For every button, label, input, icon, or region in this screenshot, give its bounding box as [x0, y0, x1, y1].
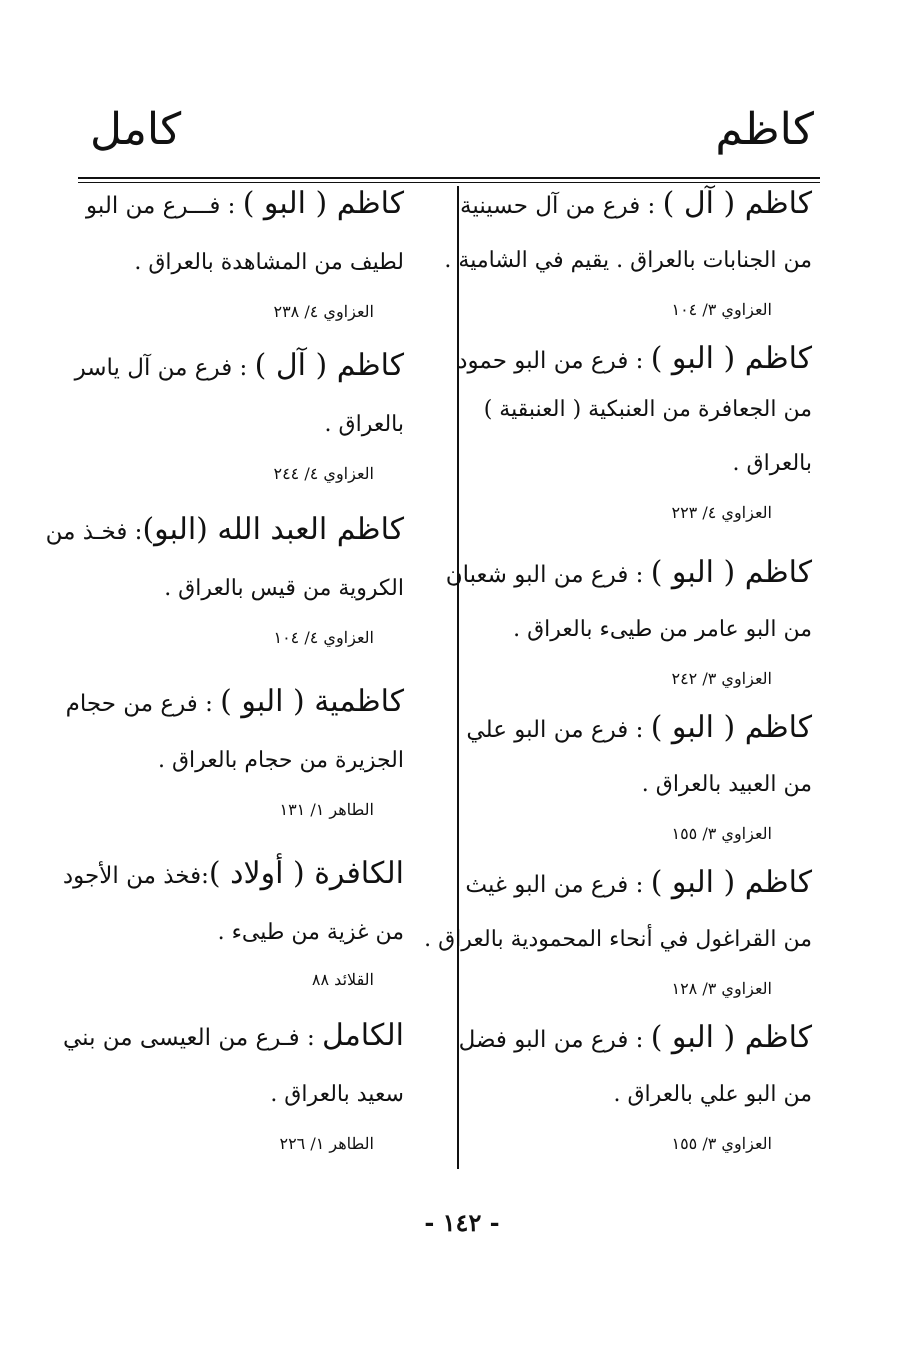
header-left-word: كامل: [90, 104, 182, 155]
entry-text: :فخذ من الأجود: [62, 863, 209, 889]
entry-source: العزاوي ٤/ ٢٤٤: [273, 464, 374, 483]
entry-text-line: بالعراق .: [732, 451, 812, 476]
entry: [72, 186, 404, 348]
entry: [65, 684, 404, 856]
entry-headword: كاظم ( البو ): [650, 1020, 812, 1055]
entry-headword: الكافرة ( أولاد ): [208, 856, 404, 891]
entry-text: : فرع من البو شعبان: [445, 562, 651, 588]
entry-text-line: من القراغول في أنحاء المحمودية بالعراق .: [424, 927, 812, 952]
entry: [424, 865, 812, 1020]
entry: [444, 186, 812, 341]
entry-text-line: سعيد بالعراق .: [270, 1082, 404, 1107]
entry-source: العزاوي ٣/ ١٢٨: [671, 979, 772, 998]
entry-text: : فـرع من العيسى من بني: [62, 1025, 323, 1051]
entry-source: العزاوي ٤/ ٢٢٣: [671, 503, 772, 522]
entry-text-line: من البو علي بالعراق .: [613, 1082, 812, 1107]
entry: [457, 341, 812, 555]
left-column: [45, 186, 404, 1168]
entry-source: العزاوي ٤/ ١٠٤: [273, 628, 374, 647]
entry-source: الطاهر ١/ ١٣١: [279, 800, 374, 819]
entry-headword: كاظم ( آل ): [254, 348, 404, 383]
entry-text: : فرع من حجام: [65, 691, 221, 717]
page-number: - ١٤٢ -: [424, 1208, 500, 1237]
entry-text-line: لطيف من المشاهدة بالعراق .: [134, 250, 404, 275]
entry-text: : فرع من آل ياسر: [74, 355, 255, 381]
entry-text: : فرع من البو غيث: [465, 872, 651, 898]
entry-headword: كاظم ( البو ): [650, 865, 812, 900]
entry-source: العزاوي ٣/ ١٥٥: [671, 1134, 772, 1153]
entry-text-line: من غزية من طيىء .: [217, 920, 404, 945]
entry-headword: كاظم ( البو ): [650, 555, 812, 590]
entry-text: : فخـذ من: [45, 519, 143, 545]
entry: [458, 1020, 812, 1160]
entry-headword: كاظمية ( البو ): [220, 684, 404, 719]
entry-source: العزاوي ٣/ ٢٤٢: [671, 669, 772, 688]
entry-source: القلائد ٨٨: [311, 970, 374, 989]
entry-source: العزاوي ٣/ ١٥٥: [671, 824, 772, 843]
entry-text: : فرع من آل حسينية: [460, 193, 663, 219]
entry-headword: كاظم ( البو ): [242, 186, 404, 221]
entry-headword: كاظم ( البو ): [650, 341, 812, 376]
entry-text-line: من الجعافرة من العنبكية ( العنبقية ): [483, 397, 812, 422]
entry: [464, 710, 812, 865]
header-rule-thin: [78, 182, 820, 183]
entry-text: : فرع من البو فضل: [458, 1027, 651, 1053]
entry: [62, 856, 404, 1018]
header-right-word: كاظم: [715, 104, 814, 155]
entry-headword: كاظم العبد الله (البو): [142, 512, 404, 547]
entry-text-line: من البو عامر من طيىء بالعراق .: [513, 617, 812, 642]
entry-text: : فـــرع من البو: [86, 193, 243, 219]
entry-text: : فرع من البو علي: [466, 717, 651, 743]
entry-source: العزاوي ٣/ ١٠٤: [671, 300, 772, 319]
entry-headword: كاظم ( آل ): [662, 186, 812, 221]
entry-source: العزاوي ٤/ ٢٣٨: [273, 302, 374, 321]
entry-text-line: الجزيرة من حجام بالعراق .: [157, 748, 404, 773]
entry-text-line: الكروية من قيس بالعراق .: [164, 576, 404, 601]
entry: [45, 512, 404, 684]
header-rule: [78, 177, 820, 179]
entry: [62, 1018, 404, 1168]
entry: [445, 555, 812, 710]
right-column: [424, 186, 812, 1160]
entry-text-line: بالعراق .: [324, 412, 404, 437]
entry-source: الطاهر ١/ ٢٢٦: [279, 1134, 374, 1153]
entry-text-line: من الجنابات بالعراق . يقيم في الشامية .: [444, 248, 812, 273]
entry-headword: كاظم ( البو ): [650, 710, 812, 745]
entry-headword: الكامل: [322, 1018, 404, 1053]
entry-text-line: من العبيد بالعراق .: [641, 772, 812, 797]
entry-text: : فرع من البو حمود: [457, 348, 651, 374]
entry: [72, 348, 404, 512]
